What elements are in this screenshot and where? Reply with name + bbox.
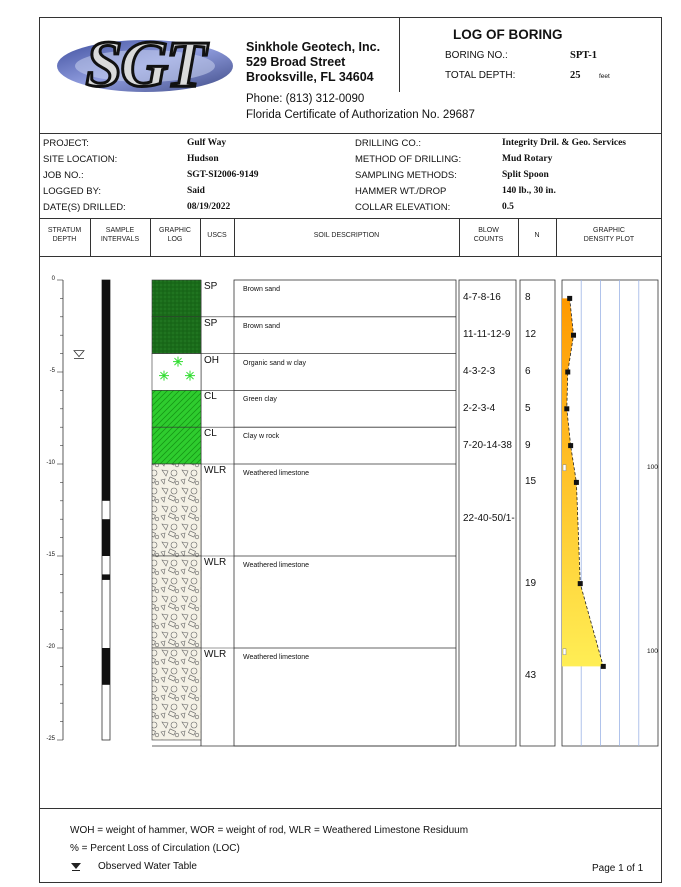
n-value: 9 bbox=[525, 439, 531, 451]
sample-interval bbox=[102, 648, 110, 685]
blow-count: 4-7-8-16 bbox=[463, 292, 501, 304]
n-value: 43 bbox=[525, 669, 537, 681]
blow-count: 2-2-3-4 bbox=[463, 402, 496, 414]
method-value: Mud Rotary bbox=[502, 154, 553, 164]
blow-count: 7-20-14-38 bbox=[463, 439, 512, 451]
n-value: 6 bbox=[525, 366, 531, 377]
sample-interval bbox=[102, 519, 110, 556]
soil-description: Weathered limestone bbox=[243, 654, 310, 661]
collar-value: 0.5 bbox=[502, 202, 514, 212]
logged-value: Said bbox=[187, 186, 205, 196]
logged-label: LOGGED BY: bbox=[43, 186, 102, 197]
col-blow-line2: COUNTS bbox=[473, 236, 504, 243]
soil-description: Organic sand w clay bbox=[243, 359, 307, 367]
depth-label: -15 bbox=[46, 552, 55, 558]
density-point bbox=[564, 406, 569, 411]
density-point bbox=[578, 581, 583, 586]
uscs-code: SP bbox=[204, 281, 218, 292]
drilling-co-label: DRILLING CO.: bbox=[355, 138, 421, 149]
graphic-log-layer bbox=[152, 280, 201, 317]
hammer-value: 140 lb., 30 in. bbox=[502, 186, 556, 196]
uscs-code: SP bbox=[204, 317, 218, 329]
graphic-log-layer bbox=[152, 556, 201, 648]
footer-loc: % = Percent Loss of Circulation (LOC) bbox=[70, 843, 240, 854]
density-marker bbox=[563, 465, 566, 471]
soil-description: Clay w rock bbox=[243, 433, 280, 441]
dates-label: DATE(S) DRILLED: bbox=[43, 202, 126, 213]
blow-count: 4-3-2-3 bbox=[463, 366, 496, 377]
hammer-label: HAMMER WT./DROP bbox=[355, 186, 447, 197]
method-label: METHOD OF DRILLING: bbox=[355, 154, 462, 165]
soil-description: Green clay bbox=[243, 396, 277, 404]
depth-label: -25 bbox=[46, 736, 55, 742]
uscs-code: WLR bbox=[204, 649, 227, 660]
graphic-log-layer bbox=[152, 354, 201, 391]
n-value: 19 bbox=[525, 577, 537, 589]
depth-label: -10 bbox=[46, 460, 55, 466]
sample-interval bbox=[102, 280, 110, 501]
graphic-log-layer bbox=[152, 648, 201, 740]
project-label: PROJECT: bbox=[43, 138, 89, 149]
col-soil-description: SOIL DESCRIPTION bbox=[313, 232, 380, 239]
uscs-code: CL bbox=[204, 428, 217, 440]
col-sample-line1: SAMPLE bbox=[105, 227, 135, 234]
boring-no-label: BORING NO.: bbox=[445, 50, 508, 61]
density-point bbox=[574, 480, 579, 485]
total-depth-label: TOTAL DEPTH: bbox=[445, 70, 516, 81]
col-sample-line2: INTERVALS bbox=[100, 236, 140, 243]
sampling-value: Split Spoon bbox=[502, 170, 549, 180]
address-line-1: 529 Broad Street bbox=[246, 55, 346, 69]
water-table-symbol-icon bbox=[71, 863, 81, 872]
density-point bbox=[565, 370, 570, 375]
organic-star-icon bbox=[185, 371, 195, 381]
blow-count: 22-40-50/1- bbox=[463, 513, 515, 525]
job-label: JOB NO.: bbox=[43, 170, 84, 181]
company-name: Sinkhole Geotech, Inc. bbox=[246, 40, 381, 54]
collar-label: COLLAR ELEVATION: bbox=[355, 202, 451, 213]
col-graphic-line2: LOG bbox=[167, 236, 183, 243]
col-density-line1: GRAPHIC bbox=[593, 227, 625, 234]
col-uscs: USCS bbox=[207, 232, 227, 239]
drilling-co-value: Integrity Dril. & Geo. Services bbox=[502, 138, 626, 148]
graphic-log-layer bbox=[152, 427, 201, 464]
site-value: Hudson bbox=[187, 154, 219, 164]
soil-description: Brown sand bbox=[243, 322, 280, 330]
address-line-2: Brooksville, FL 34604 bbox=[246, 70, 374, 84]
uscs-code: OH bbox=[204, 354, 219, 366]
dates-value: 08/19/2022 bbox=[187, 202, 231, 212]
phone: Phone: (813) 312-0090 bbox=[246, 93, 365, 105]
depth-label: 0 bbox=[51, 276, 55, 282]
density-marker-label: 100 bbox=[647, 463, 658, 471]
col-graphic-line1: GRAPHIC bbox=[159, 227, 191, 234]
n-value: 12 bbox=[525, 329, 537, 341]
sample-interval bbox=[102, 574, 110, 580]
col-n: N bbox=[534, 232, 540, 239]
uscs-code: WLR bbox=[204, 557, 227, 568]
density-point bbox=[567, 296, 572, 301]
density-point bbox=[571, 333, 576, 338]
density-point bbox=[601, 664, 606, 669]
log-title: LOG OF BORING bbox=[453, 27, 563, 42]
n-value: 15 bbox=[525, 476, 537, 488]
col-stratum-line1: STRATUM bbox=[47, 227, 82, 234]
depth-label: -20 bbox=[46, 644, 55, 650]
total-depth-unit: feet bbox=[599, 73, 610, 80]
graphic-log-layer bbox=[152, 390, 201, 427]
page-number: Page 1 of 1 bbox=[592, 863, 644, 874]
uscs-code: WLR bbox=[204, 465, 227, 476]
col-blow-line1: BLOW bbox=[478, 227, 499, 234]
footer-abbreviations: WOH = weight of hammer, WOR = weight of rod, WLR = Weathered Limestone Residuum bbox=[70, 825, 469, 836]
project-value: Gulf Way bbox=[187, 138, 227, 148]
job-value: SGT-SI2006-9149 bbox=[187, 170, 259, 180]
total-depth-value: 25 bbox=[570, 70, 581, 81]
blow-count: 11-11-12-9 bbox=[463, 329, 511, 341]
density-marker-label: 100 bbox=[647, 647, 658, 655]
certificate: Florida Certificate of Authorization No. 29687 bbox=[246, 109, 475, 121]
n-value: 5 bbox=[525, 402, 531, 414]
depth-label: -5 bbox=[49, 368, 55, 374]
organic-star-icon bbox=[159, 371, 169, 381]
density-marker bbox=[563, 649, 566, 655]
col-density-line2: DENSITY PLOT bbox=[583, 236, 635, 243]
site-label: SITE LOCATION: bbox=[43, 154, 118, 165]
water-table-marker-icon bbox=[74, 351, 84, 359]
sampling-label: SAMPLING METHODS: bbox=[355, 170, 457, 181]
boring-no-value: SPT-1 bbox=[570, 50, 598, 61]
footer-water-table: Observed Water Table bbox=[98, 861, 197, 872]
graphic-log-layer bbox=[152, 317, 201, 354]
description-box bbox=[234, 280, 456, 746]
logo-lettering: SGT bbox=[85, 28, 205, 101]
col-stratum-line2: DEPTH bbox=[52, 236, 77, 243]
soil-description: Weathered limestone bbox=[243, 470, 310, 477]
organic-star-icon bbox=[173, 357, 183, 367]
density-fill-area bbox=[562, 298, 603, 666]
footer-top-line bbox=[39, 808, 662, 809]
density-point bbox=[568, 443, 573, 448]
graphic-log-layer bbox=[152, 464, 201, 556]
soil-description: Brown sand bbox=[243, 286, 280, 293]
n-value: 8 bbox=[525, 292, 531, 304]
uscs-code: CL bbox=[204, 391, 217, 403]
soil-description: Weathered limestone bbox=[243, 562, 310, 569]
